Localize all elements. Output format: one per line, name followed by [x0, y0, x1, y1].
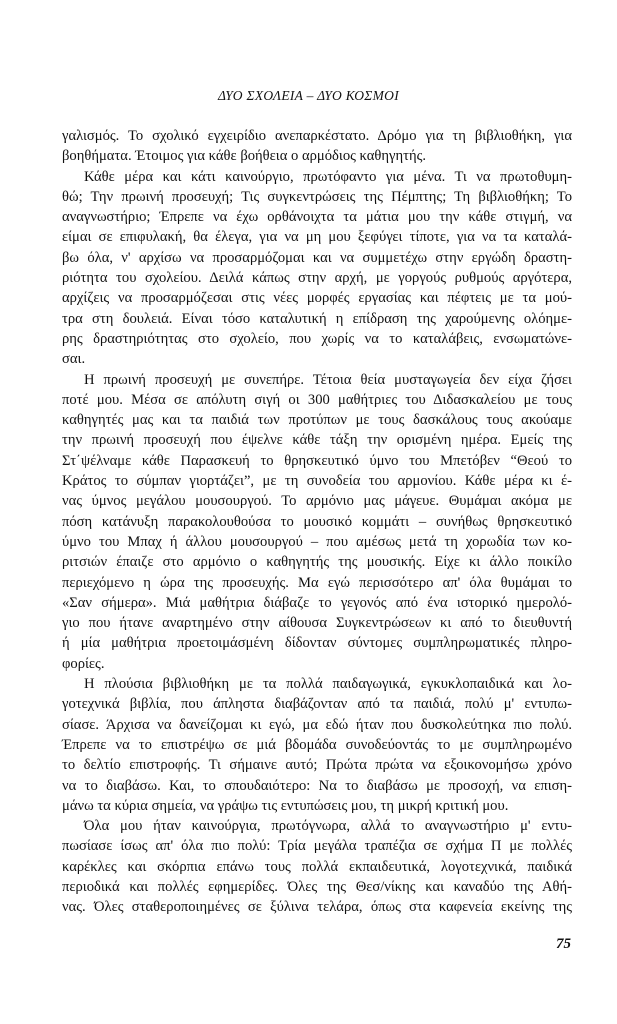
text-line: πωσίασε ίσως απ' όλα πιο πολύ: Τρία μεγάλα τραπέζια σε σχήμα Π με πολλές	[62, 838, 572, 855]
text-line: γιο που ήτανε αναρτημένο στην αίθουσα Συγκεντρώσεων κι από το διευθυντή	[62, 615, 572, 632]
text-line: πόση κατάνυξη παρακολουθούσα το μουσικό κομμάτι – συνήθως θρησκευτικό	[62, 513, 572, 530]
text-line: βοηθήματα. Έτοιμος για κάθε βοήθεια ο αρμόδιος καθηγητής.	[62, 148, 427, 165]
body-text	[62, 126, 572, 918]
text-line: αρχίζεις να προσαρμόζεσαι στις νέες μορφές εργασίας και πέφτεις με τα μού-	[62, 290, 572, 307]
text-line: Όλα μου ήταν καινούργια, πρωτόγνωρα, αλλά το αναγνωστήριο μ' εντυ-	[84, 818, 572, 835]
text-line: Κάθε μέρα και κάτι καινούργιο, πρωτόφαντο για μένα. Τι να πρωτοθυμη-	[84, 168, 572, 185]
text-line: περιοδικά και πολλές εφημερίδες. Όλες της Θεσ/νίκης και καναδύο της Αθή-	[62, 878, 572, 895]
text-line: νας ύμνος μεγάλου μουσουργού. Το αρμόνιο μας μάγευε. Θυμάμαι ακόμα με	[62, 493, 572, 510]
page-number: 75	[556, 936, 571, 952]
text-line: φορίες.	[62, 655, 105, 672]
text-line: Έπρεπε να το επιστρέψω σε μιά βδομάδα συνοδεύοντάς το με συμπληρωμένο	[62, 736, 572, 753]
text-line: είμαι σε επιφυλακή, θα έλεγα, για να μη μου ξεφύγει τίποτε, για να τα καταλά-	[62, 229, 572, 246]
text-line: «Σαν σήμερα». Μιά μαθήτρια διάβαζε το γεγονός από ένα ιστορικό ημερολό-	[62, 594, 572, 611]
text-line: νας. Όλες σταθεροποιημένες σε ξύλινα τελάρα, όπως στα καφενεία εκείνης της	[62, 899, 572, 916]
running-head: ΔΥΟ ΣΧΟΛΕΙΑ – ΔΥΟ ΚΟΣΜΟΙ	[217, 88, 400, 103]
text-line: ποτέ μου. Μέσα σε απόλυτη σιγή οι 300 μαθήτριες του Διδασκαλείου με τους	[62, 391, 572, 408]
text-line: Κράτος το σύμπαν γιορτάζει”, με τη συνοδεία του αρμονίου. Κάθε μέρα κι έ-	[62, 473, 572, 490]
text-line: καρέκλες και σκόρπια επάνω τους πολλά εκπαιδευτικά, λογοτεχνικά, παιδικά	[62, 858, 572, 875]
text-line: την πρωινή προσευχή που έψελνε κάθε τάξη την ορισμένη ημέρα. Εμείς της	[62, 432, 572, 449]
text-line: περιεχόμενο η ώρα της προσευχής. Μα εγώ περισσότερο απ' όλα θυμάμαι το	[62, 574, 572, 591]
text-line: ριότητα του σχολείου. Δειλά κάπως στην αρχή, με γοργούς ρυθμούς αργότερα,	[62, 270, 572, 287]
text-line: τρα στη δουλειά. Είναι τόσο καταλυτική η επίδραση της χαρούμενης ολόημε-	[62, 310, 572, 327]
text-line: καθηγητές μας και τα παιδιά των προτύπων με τους δασκάλους τους ακούαμε	[62, 412, 572, 429]
text-line: Η πλούσια βιβλιοθήκη με τα πολλά παιδαγωγικά, εγκυκλοπαιδικά και λο-	[84, 676, 572, 693]
text-line: Η πρωινή προσευχή με συνεπήρε. Τέτοια θεία μυσταγωγεία δεν είχα ζήσει	[84, 371, 572, 388]
text-line: γαλισμός. Το σχολικό εγχειρίδιο ανεπαρκέστατο. Δρόμο για τη βιβλιοθήκη, για	[62, 128, 572, 144]
text-line: ριτσιών έπαιζε στο αρμόνιο ο καθηγητής της μουσικής. Είχε κι άλλο ποικίλο	[62, 554, 572, 571]
text-line: σίασε. Άρχισα να δανείζομαι κι εγώ, μα εδώ ήταν που δυσκολεύτηκα πιο πολύ.	[62, 716, 572, 733]
text-line: γοτεχνικά βιβλία, που άπληστα διαβάζονταν από τα παιδιά, πολύ μ' εντυπω-	[62, 696, 572, 713]
text-line: ή μία μαθήτρια προετοιμάσμένη δίδονταν σύντομες συμπληρωματικές πληρο-	[62, 635, 572, 652]
text-line: μάνω τα κύρια σημεία, να γράψω τις εντυπώσεις μου, τη μικρή κριτική μου.	[62, 797, 509, 814]
text-line: το δελτίο επιστροφής. Τι σήμαινε αυτό; Πρώτα πρώτα να εξοικονομήσω χρόνο	[62, 757, 572, 774]
text-line: θώ; Την πρωινή προσευχή; Τις συγκεντρώσεις της Πέμπτης; Τη βιβλιοθήκη; Το	[62, 188, 572, 205]
text-line: Στ΄ψέλναμε κάθε Παρασκευή το θρησκευτικό ύμνο του Μπετόβεν “Θεού το	[62, 452, 572, 469]
text-line: ρης δραστηριότητας στο σχολείο, που χωρίς να το καταλάβεις, ενσωματώνε-	[62, 330, 572, 347]
text-line: βω όλα, ν' αρχίσω να προσαρμόζομαι και να συμμετέχω στην εργώδη δραστη-	[62, 249, 572, 266]
text-line: να το διαβάσω. Και, το σπουδαιότερο: Να το διαβάσω με προσοχή, να επιση-	[62, 777, 572, 794]
text-line: αναγνωστήριο; Έπρεπε να έχω ορθάνοιχτα τα μάτια μου την κάθε στιγμή, να	[62, 209, 572, 226]
text-line: ύμνο του Μπαχ ή άλλου μουσουργού – που αμέσως μετά τη χορωδία των κο-	[62, 533, 572, 550]
text-line: σαι.	[62, 351, 86, 368]
